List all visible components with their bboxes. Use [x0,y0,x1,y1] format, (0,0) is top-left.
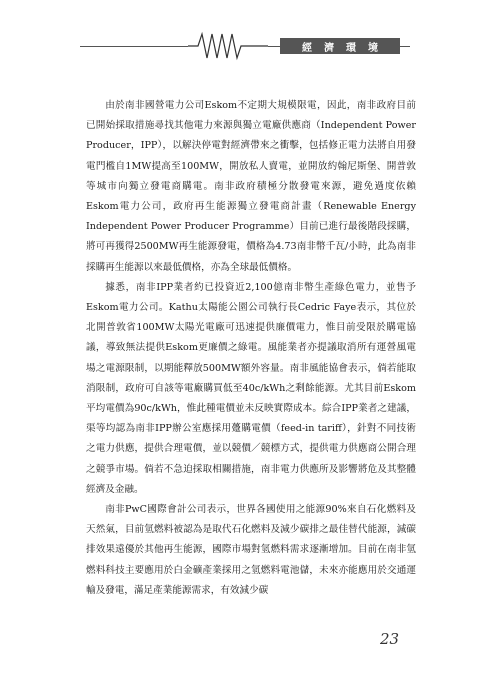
paragraph-3: 南非PwC國際會計公司表示，世界各國使用之能源90%來自石化燃料及天然氣，目前氫燃料被認為是取代石化燃料及減少碳排之最佳替代能源，減碳排效果遠優於其他再生能源，國際市場對氫燃料需求逐漸增加。目前在南非氫燃料科技主要應用於白金礦產業採用之氫燃料電池儲，未來亦能應用於交通運輸及發電，滿足產業能源需求，有效減少碳 [86,504,416,596]
section-title-band [280,38,400,54]
section-title: 經濟環境 [302,42,390,54]
paragraph-2: 據悉，南非IPP業者約已投資近2,100億南非幣生產綠色電力，並售予Eskom電力公司。Kathu太陽能公園公司執行長Cedric Faye表示，其位於北開普敦省100MW太陽光電廠可迅速提供廉價電力，惟目前受限於購電協議，導致無法提供Eskom更廉價之綠電。風能業者亦提議取消所有運營風電場之電源限制，以期能釋放500MW額外容量。南非風能協會表示，倘若能取消限制，政府可自該等電廠購買低至40c/kWh之剩餘能源。尤其目前Eskom平均電價為90c/kWh，惟此種電價並未反映實際成本。綜合IPP業者之建議，渠等均認為南非IPP辦公室應採用躉購電價（feed-in tariff），針對不同技術之電力供應，提供合理電價，並以競價／競標方式，提供電力供應商公開合理之競爭市場。倘若不急迫採取相關措施，南非電力供應所及影響將危及其整體經濟及金融。 [86,281,416,495]
paragraph-1: 由於南非國營電力公司Eskom不定期大規模限電，因此，南非政府目前已開始採取措施尋找其他電力來源與獨立電廠供應商（Independent Power Producer，IPP），以解決停電對經濟帶來之衝擊，包括修正電力法將自用發電門檻自1MW提高至100MW，開放私人賣電，並開放約翰尼斯堡、開普敦等城市向獨立發電商購電。南非政府積極分散發電來源，避免過度依賴Eskom電力公司，政府再生能源獨立發電商計畫（Renewable Energy Independent Power Producer Programme）目前已進行最後階段採購，將可再獲得2500MW再生能源發電，價格為4.73南非幣千瓦/小時，此為南非採購再生能源以來最低價格，亦為全球最低價格。 [86,100,416,273]
page-header [0,28,480,64]
page-number: 23 [380,630,400,648]
article-body [86,96,416,601]
waveform-icon [188,30,268,62]
